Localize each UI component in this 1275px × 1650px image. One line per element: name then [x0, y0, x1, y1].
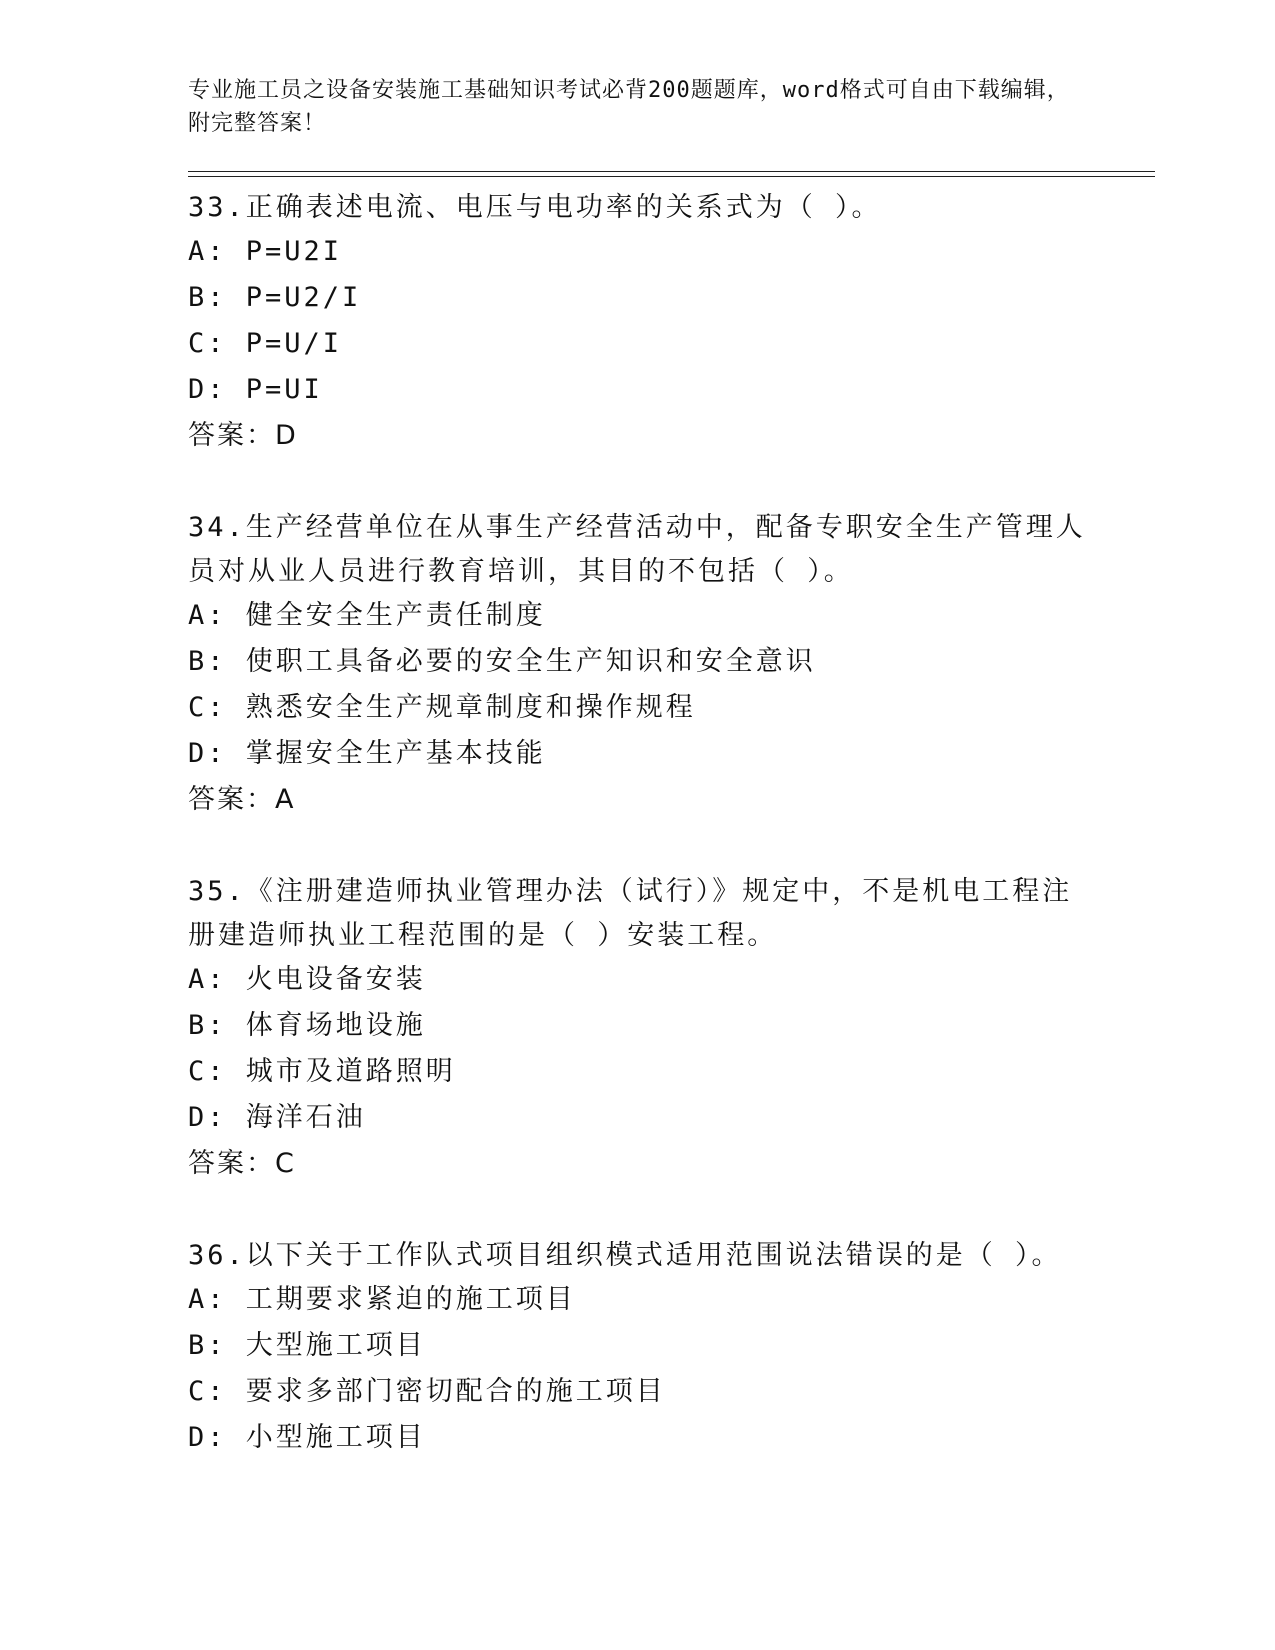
option-d: D: 掌握安全生产基本技能	[188, 738, 546, 769]
question-34	[188, 506, 1088, 824]
option-c: C: 城市及道路照明	[188, 1056, 456, 1087]
option-d: D: P=UI	[188, 374, 323, 405]
option-a: A: 火电设备安装	[188, 964, 426, 995]
header-rule-top	[188, 171, 1155, 172]
question-stem: 34.生产经营单位在从事生产经营活动中，配备专职安全生产管理人员对从业人员进行教育培训，其目的不包括（ ）。	[188, 512, 1086, 587]
answer: 答案：C	[188, 1148, 296, 1179]
option-b: B: P=U2/I	[188, 282, 362, 313]
answer: 答案：A	[188, 784, 296, 815]
option-a: A: P=U2I	[188, 236, 343, 267]
question-33	[188, 186, 1088, 460]
question-35	[188, 870, 1088, 1188]
option-a: A: 工期要求紧迫的施工项目	[188, 1284, 576, 1315]
option-c: C: P=U/I	[188, 328, 343, 359]
option-d: D: 小型施工项目	[188, 1422, 426, 1453]
question-36	[188, 1234, 1088, 1462]
option-c: C: 熟悉安全生产规章制度和操作规程	[188, 692, 696, 723]
option-b: B: 使职工具备必要的安全生产知识和安全意识	[188, 646, 816, 677]
option-a: A: 健全安全生产责任制度	[188, 600, 546, 631]
option-b: B: 体育场地设施	[188, 1010, 426, 1041]
question-stem: 35.《注册建造师执业管理办法（试行）》规定中，不是机电工程注册建造师执业工程范围的是（ ）安装工程。	[188, 876, 1073, 951]
option-d: D: 海洋石油	[188, 1102, 366, 1133]
header-rule-bottom	[188, 176, 1155, 177]
option-b: B: 大型施工项目	[188, 1330, 426, 1361]
document-header: 专业施工员之设备安装施工基础知识考试必背200题题库，word格式可自由下载编辑，附完整答案！	[188, 78, 1070, 136]
question-list	[188, 186, 1088, 1508]
answer: 答案：D	[188, 420, 298, 451]
question-stem: 33.正确表述电流、电压与电功率的关系式为（ ）。	[188, 192, 882, 223]
option-c: C: 要求多部门密切配合的施工项目	[188, 1376, 666, 1407]
question-stem: 36.以下关于工作队式项目组织模式适用范围说法错误的是（ ）。	[188, 1240, 1062, 1271]
